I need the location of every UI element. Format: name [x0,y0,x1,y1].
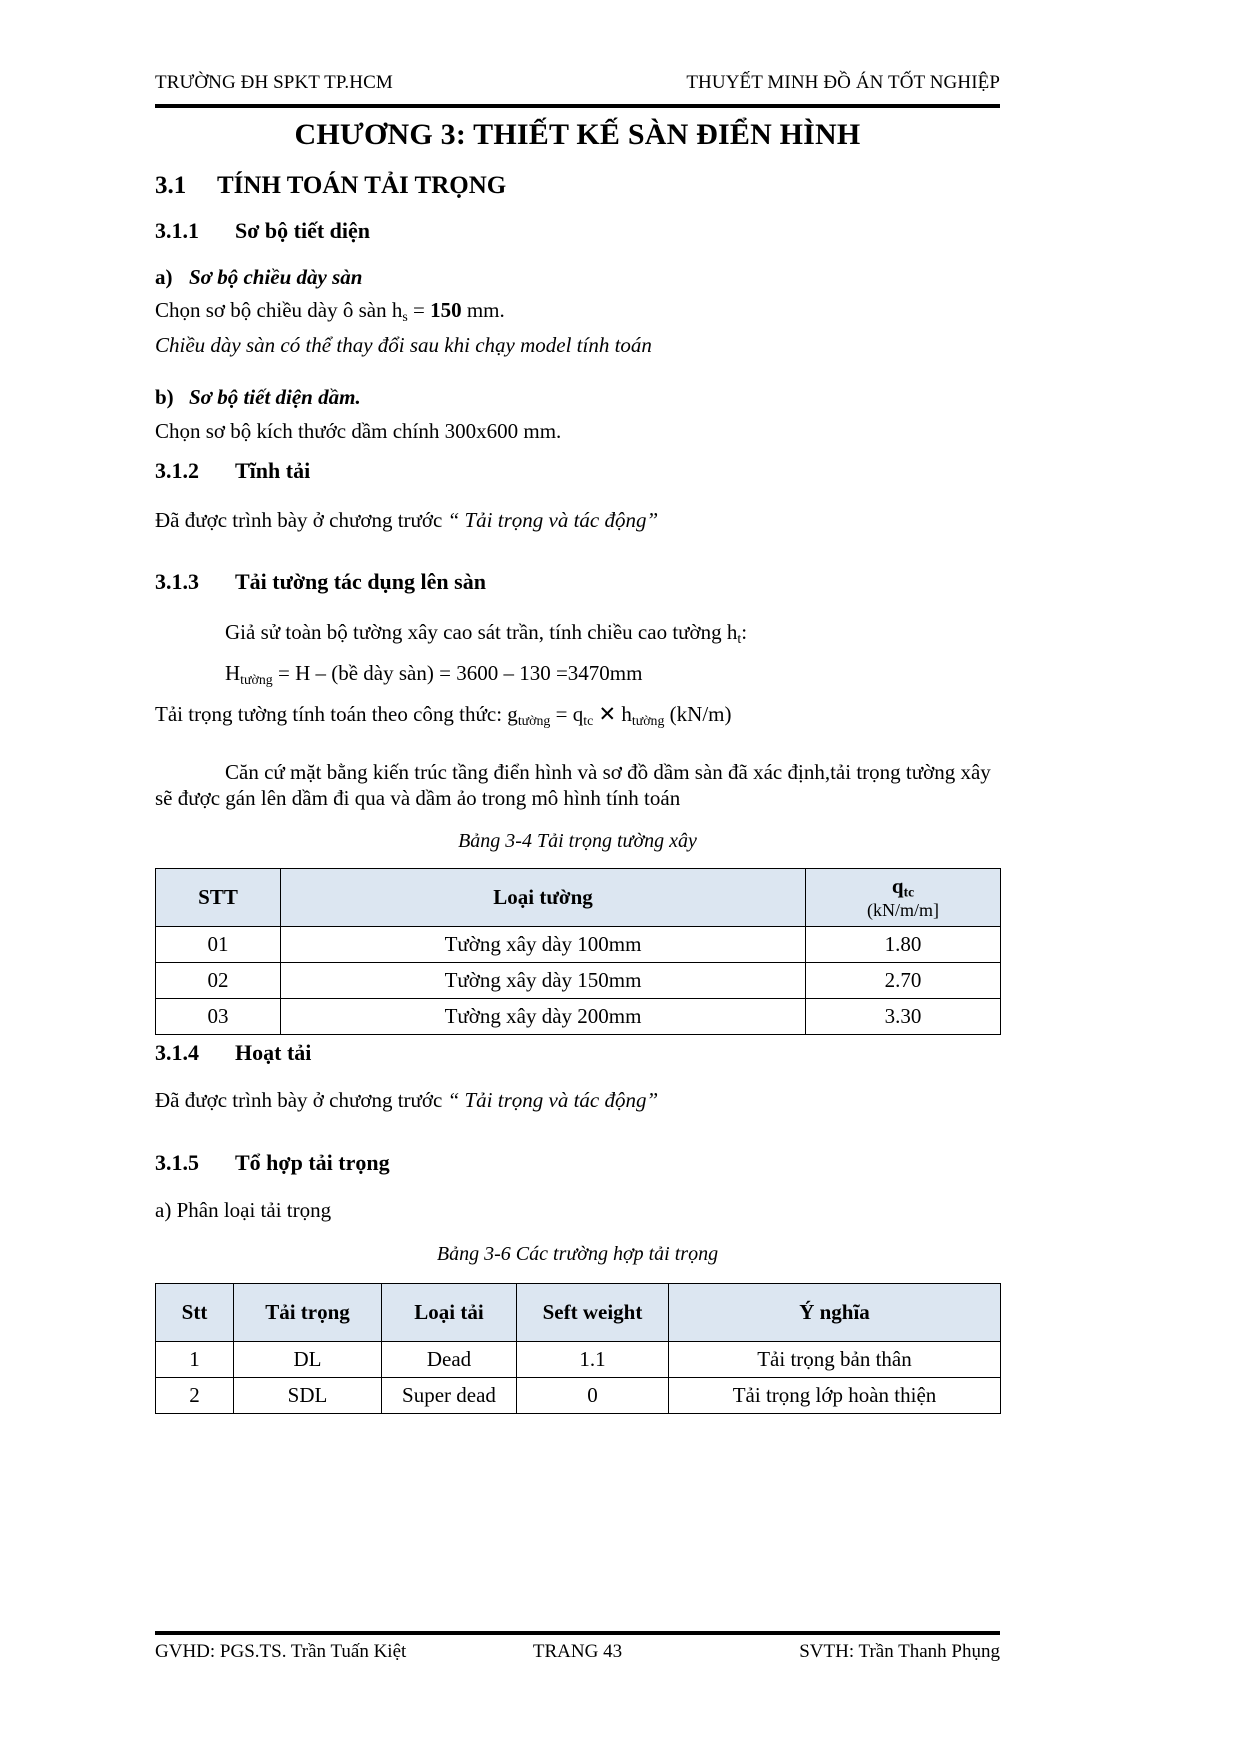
running-header [155,72,1000,94]
table-row [156,963,1001,999]
heading-3-1-4 [155,1040,1000,1066]
table-row [156,927,1001,963]
heading-3-1-3 [155,569,1000,595]
table-wall-cell-stt: 03 [156,999,281,1035]
table-wall-th-qtc-sub: tc [903,884,915,900]
wall-load-formula [155,702,1000,730]
table-row [156,1378,1001,1414]
wall-load-formula-mid: = q [550,702,584,726]
heading-3-1-3-title: Tải tường tác dụng lên sàn [235,569,486,594]
table-cases-cell-load: SDL [234,1378,382,1414]
table-wall-cell-type: Tường xây dày 200mm [281,999,806,1035]
table-wall-cell-stt: 02 [156,963,281,999]
wall-height-formula [155,661,1000,689]
heading-3-1-1-title: Sơ bộ tiết diện [235,218,371,243]
table-wall-cell-q: 2.70 [806,963,1001,999]
wall-height-formula-post: = H – (bề dày sàn) = 3600 – 130 =3470mm [272,661,643,685]
wall-load-paragraph: Căn cứ mặt bằng kiến trúc tầng điển hình và sơ đồ dầm sàn đã xác định,tải trọng tường xây sẽ được gán lên dầm đi qua và dầm ảo trong mô hình tính toán [155,760,991,810]
wall-load-formula-pre: Tải trọng tường tính toán theo công thức: g [155,702,518,726]
table-cases-cell-seft: 1.1 [517,1342,669,1378]
dead-load-ref-quote: “ Tải trọng và tác động” [447,508,659,532]
footer-divider [155,1631,1000,1635]
table-wall-loads [155,868,1001,1035]
table-wall-cell-stt: 01 [156,927,281,963]
heading-3-1-5-title: Tổ hợp tải trọng [235,1150,390,1175]
heading-3-1 [155,172,1000,200]
table-cases-cell-meaning: Tải trọng lớp hoàn thiện [669,1378,1001,1414]
heading-3-1-5-number: 3.1.5 [155,1150,199,1175]
table-3-4-caption: Bảng 3-4 Tải trọng tường xây [458,830,697,852]
heading-3-1-1-b-title: Sơ bộ tiết diện dầm. [189,385,361,409]
table-cases-cell-stt: 1 [156,1342,234,1378]
table-load-cases [155,1283,1001,1414]
wall-height-formula-pre: H [225,661,241,685]
heading-3-1-1 [155,218,1000,244]
slab-thickness-unit: mm. [461,298,505,322]
wall-load-formula-mid2: ✕ h [593,702,632,726]
heading-3-1-2-number: 3.1.2 [155,458,199,483]
table-cases-cell-seft: 0 [517,1378,669,1414]
slab-thickness-line [155,298,1000,326]
table-wall-cell-q: 3.30 [806,999,1001,1035]
load-classification-line: a) Phân loại tải trọng [155,1198,332,1222]
table-wall-cell-type: Tường xây dày 100mm [281,927,806,963]
header-divider [155,104,1000,108]
heading-3-1-2-title: Tĩnh tải [235,458,311,483]
heading-3-1-1-a-label: a) [155,265,173,289]
table-cases-cell-meaning: Tải trọng bản thân [669,1342,1001,1378]
heading-3-1-1-b-label: b) [155,385,174,409]
live-load-ref-pre: Đã được trình bày ở chương trước [155,1088,448,1112]
header-left-text: TRƯỜNG ĐH SPKT TP.HCM [155,72,393,93]
slab-thickness-eq: = [407,298,431,322]
table-wall-th-qtc [806,869,1001,927]
wall-height-pre: Giả sử toàn bộ tường xây cao sát trần, tính chiều cao tường h [225,620,738,644]
heading-3-1-3-number: 3.1.3 [155,569,199,594]
table-cases-cell-type: Dead [382,1342,517,1378]
table-wall-th-qtc-unit: (kN/m/m] [867,900,939,921]
header-right-text: THUYẾT MINH ĐỒ ÁN TỐT NGHIỆP [686,72,1000,93]
table-row [156,1342,1001,1378]
heading-3-1-5 [155,1150,1000,1176]
heading-3-1-4-title: Hoạt tải [235,1040,312,1065]
slab-thickness-note: Chiều dày sàn có thể thay đổi sau khi chạy model tính toán [155,333,652,357]
table-wall-th-stt: STT [156,869,281,927]
footer-advisor: GVHD: PGS.TS. Trần Tuấn Kiệt [155,1641,407,1662]
heading-3-1-1-a [155,265,1000,290]
table-cases-th-type: Loại tải [382,1284,517,1342]
footer-student: SVTH: Trần Thanh Phụng [799,1641,1000,1662]
table-row [156,999,1001,1035]
wall-height-post: : [741,620,748,644]
table-cases-th-meaning: Ý nghĩa [669,1284,1001,1342]
table-cases-cell-load: DL [234,1342,382,1378]
table-cases-th-load: Tải trọng [234,1284,382,1342]
table-wall-cell-q: 1.80 [806,927,1001,963]
table-cases-th-stt: Stt [156,1284,234,1342]
table-cases-cell-stt: 2 [156,1378,234,1414]
wall-load-formula-post: (kN/m) [664,702,732,726]
live-load-reference [155,1088,1000,1114]
beam-size-line: Chọn sơ bộ kích thước dầm chính 300x600 mm. [155,419,562,443]
heading-3-1-4-number: 3.1.4 [155,1040,199,1065]
heading-3-1-2 [155,458,1000,484]
chapter-title: CHƯƠNG 3: THIẾT KẾ SÀN ĐIỂN HÌNH [294,118,861,151]
table-wall-th-type: Loại tường [281,869,806,927]
table-cases-cell-type: Super dead [382,1378,517,1414]
table-3-6-caption: Bảng 3-6 Các trường hợp tải trọng [436,1243,719,1265]
table-wall-header-row [156,869,1001,927]
slab-thickness-subscript: s [402,308,408,324]
wall-height-subscript: t [737,630,742,646]
table-cases-th-seftweight: Seft weight [517,1284,669,1342]
dead-load-ref-pre: Đã được trình bày ở chương trước [155,508,448,532]
slab-thickness-pre: Chọn sơ bộ chiều dày ô sàn h [155,298,403,322]
wall-load-sub-1: tường [517,712,551,728]
footer-page-number: TRANG 43 [532,1641,623,1662]
table-wall-th-qtc-main: q [891,874,904,899]
heading-3-1-1-number: 3.1.1 [155,218,199,243]
heading-3-1-number: 3.1 [155,172,187,199]
running-footer [155,1641,1000,1663]
live-load-ref-quote: “ Tải trọng và tác động” [447,1088,659,1112]
wall-height-assumption [155,620,1000,648]
dead-load-reference [155,508,1000,534]
slab-thickness-value: 150 [430,298,462,322]
table-wall-cell-type: Tường xây dày 150mm [281,963,806,999]
wall-load-sub-2: tc [583,712,594,728]
heading-3-1-1-a-title: Sơ bộ chiều dày sàn [189,265,363,289]
table-cases-header-row [156,1284,1001,1342]
heading-3-1-title: TÍNH TOÁN TẢI TRỌNG [217,172,507,199]
wall-load-sub-3: tường [631,712,665,728]
wall-height-formula-sub: tường [240,671,273,687]
heading-3-1-1-b [155,385,1000,410]
